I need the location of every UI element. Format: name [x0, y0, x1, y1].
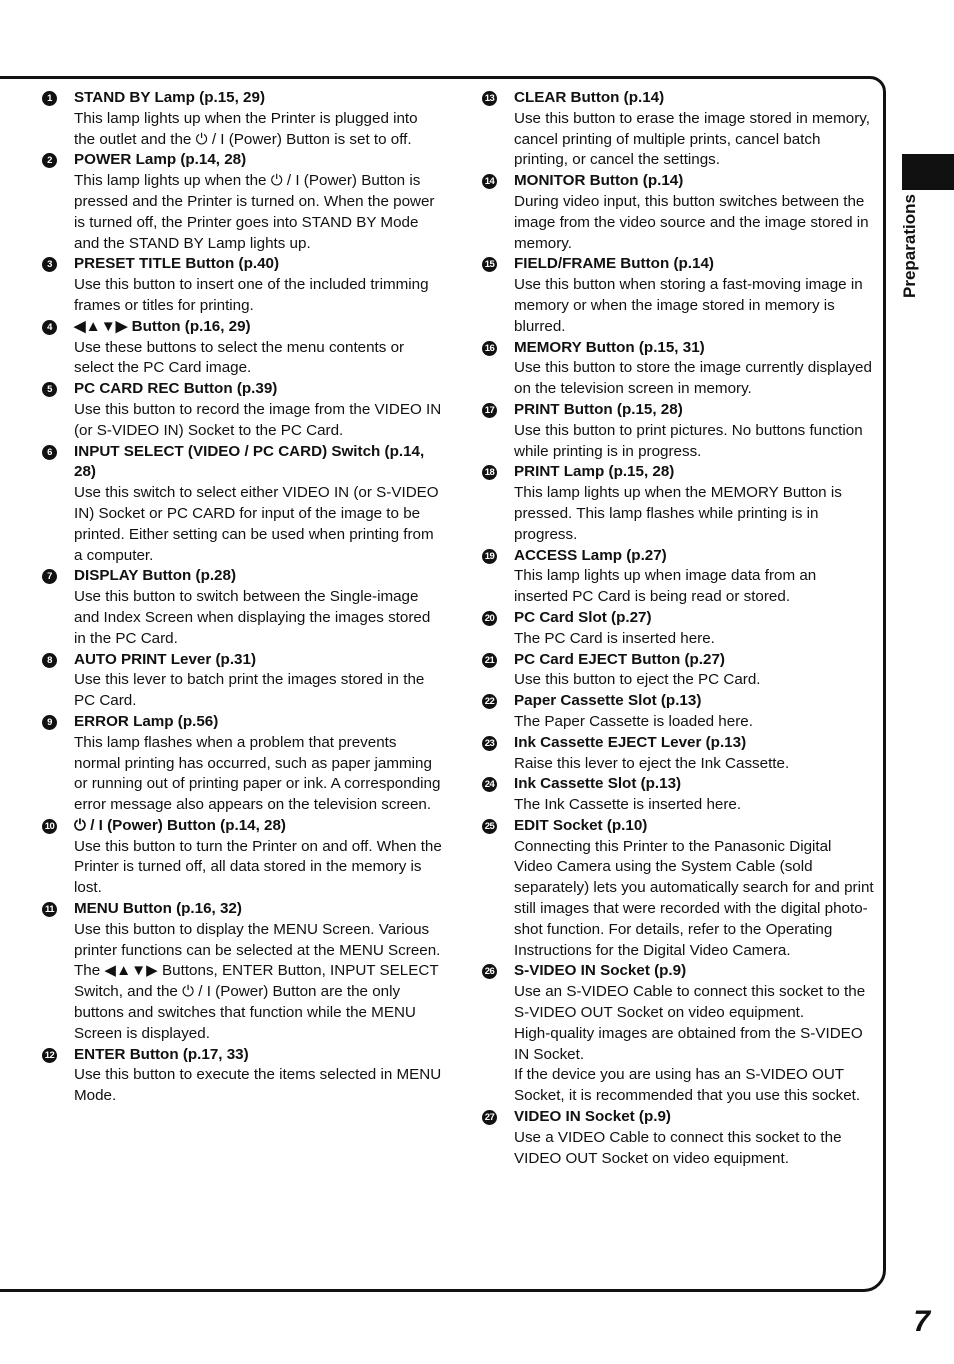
- item-title: PRINT Button (p.15, 28): [514, 400, 683, 418]
- item-description: [74, 338, 442, 380]
- item-description: [514, 837, 874, 962]
- item-description: [74, 837, 442, 899]
- item-number-badge: 15: [482, 257, 497, 272]
- item-text: Use this lever to batch print the images stored in the PC Card.: [74, 671, 425, 710]
- item-title: EDIT Socket (p.10): [514, 816, 648, 834]
- item-text: Use this button to turn the Printer on and off. When the Printer is turned off, all data stored in the memory is lost.: [74, 837, 442, 897]
- list-item: [482, 774, 874, 816]
- item-text: Use this button to execute the items selected in MENU Mode.: [74, 1066, 442, 1105]
- item-number-badge: 19: [482, 549, 497, 564]
- right-column: [482, 88, 874, 1169]
- item-description: [514, 275, 874, 337]
- item-text: This lamp lights up when the Printer is plugged into the outlet and the ⏻ / I (Power) Button is set to off.: [74, 109, 418, 148]
- item-text: This lamp flashes when a problem that prevents normal printing has occurred, such as paper jamming or running out of printing paper or ink. A corresponding error message also appears on the television screen.: [74, 733, 441, 814]
- item-title: PC CARD REC Button (p.39): [74, 380, 278, 398]
- item-number-badge: 23: [482, 736, 497, 751]
- item-number-badge: 20: [482, 611, 497, 626]
- item-text: The PC Card is inserted here.: [514, 629, 715, 647]
- item-title: S-VIDEO IN Socket (p.9): [514, 962, 687, 980]
- item-number-badge: 18: [482, 465, 497, 480]
- item-text: Use these buttons to select the menu contents or select the PC Card image.: [74, 338, 405, 377]
- list-item: [482, 546, 874, 608]
- item-text: This lamp lights up when image data from an inserted PC Card is being read or stored.: [514, 567, 817, 606]
- item-description: [514, 982, 874, 1107]
- item-title: Paper Cassette Slot (p.13): [514, 692, 702, 710]
- item-description: [514, 421, 874, 463]
- list-item: [482, 88, 874, 171]
- item-description: [514, 629, 874, 650]
- list-item: [42, 1045, 442, 1107]
- list-item: [42, 442, 442, 567]
- item-text: Use this button to insert one of the included trimming frames or titles for printing.: [74, 276, 429, 314]
- item-title: AUTO PRINT Lever (p.31): [74, 650, 257, 668]
- item-title: MONITOR Button (p.14): [514, 172, 684, 190]
- item-number-badge: 25: [482, 819, 497, 834]
- item-title: Ink Cassette EJECT Lever (p.13): [514, 733, 747, 751]
- list-item: [482, 462, 874, 545]
- item-title: ENTER Button (p.17, 33): [74, 1045, 249, 1063]
- item-text: Use this button to eject the PC Card.: [514, 671, 761, 689]
- item-description: [514, 1128, 874, 1170]
- item-number-badge: 10: [42, 819, 57, 834]
- list-item: [42, 816, 442, 899]
- list-item: [42, 88, 442, 150]
- item-title: CLEAR Button (p.14): [514, 89, 665, 106]
- item-text: Use this button to record the image from the VIDEO IN (or S-VIDEO IN) Socket to the PC Card.: [74, 400, 442, 439]
- list-item: [42, 650, 442, 712]
- item-text: Use an S-VIDEO Cable to connect this socket to the S-VIDEO OUT Socket on video equipment.: [514, 983, 866, 1022]
- list-item: [42, 379, 442, 441]
- item-text: The Paper Cassette is loaded here.: [514, 712, 753, 730]
- item-number-badge: 6: [42, 445, 57, 460]
- item-title: INPUT SELECT (VIDEO / PC CARD) Switch (p.14, 28): [74, 442, 425, 481]
- list-item: [42, 150, 442, 254]
- item-description: [514, 192, 874, 254]
- list-item: [482, 400, 874, 462]
- list-item: [482, 816, 874, 962]
- item-description: [514, 670, 874, 691]
- item-text: Use this switch to select either VIDEO IN (or S-VIDEO IN) Socket or PC CARD for input of the image to be printed. Either setting can be used when printing from a computer.: [74, 484, 439, 564]
- item-title: DISPLAY Button (p.28): [74, 567, 237, 585]
- list-item: [482, 1107, 874, 1169]
- list-item: [482, 961, 874, 1107]
- item-text: Raise this lever to eject the Ink Cassette.: [514, 754, 790, 772]
- item-text: The Ink Cassette is inserted here.: [514, 796, 742, 814]
- item-title: STAND BY Lamp (p.15, 29): [74, 89, 266, 106]
- item-number-badge: 24: [482, 777, 497, 792]
- item-description: [514, 566, 874, 608]
- item-description: [514, 358, 874, 400]
- item-title: PRINT Lamp (p.15, 28): [514, 463, 675, 481]
- item-title: VIDEO IN Socket (p.9): [514, 1108, 671, 1126]
- item-title: ACCESS Lamp (p.27): [514, 546, 667, 564]
- item-title: FIELD/FRAME Button (p.14): [514, 255, 714, 273]
- list-item: [42, 317, 442, 379]
- item-number-badge: 4: [42, 320, 57, 335]
- list-item: [482, 171, 874, 254]
- item-number-badge: 13: [482, 91, 497, 106]
- item-title: Ink Cassette Slot (p.13): [514, 775, 682, 793]
- item-text: This lamp lights up when the ⏻ / I (Power) Button is pressed and the Printer is turned on. When the power is turned off, the Printer goes into STAND BY Mode and the STAND BY Lamp lights up.: [74, 172, 435, 252]
- item-description: [514, 712, 874, 733]
- item-number-badge: 27: [482, 1110, 497, 1125]
- item-description: [74, 483, 442, 566]
- item-title: PC Card EJECT Button (p.27): [514, 650, 725, 668]
- list-item: [482, 608, 874, 650]
- list-item: [42, 712, 442, 816]
- item-description: [74, 920, 442, 1045]
- item-text: Use this button to erase the image stored in memory, cancel printing of multiple prints, cancel batch printing, or cancel the settings.: [514, 109, 870, 169]
- item-text: Use this button when storing a fast-moving image in memory or when the image stored in memory is blurred.: [514, 276, 863, 335]
- list-item: [482, 650, 874, 692]
- section-tab: [902, 154, 954, 190]
- item-description: [74, 670, 442, 712]
- item-number-badge: 11: [42, 902, 57, 917]
- item-text: Use this button to display the MENU Screen. Various printer functions can be selected at the MENU Screen. The ◀▲▼▶ Buttons, ENTER Button, INPUT SELECT Switch, and the ⏻ / I (Power) Button are the only buttons and switches that function while the MENU Screen is displayed.: [74, 920, 441, 1042]
- list-item: [482, 691, 874, 733]
- item-title: ERROR Lamp (p.56): [74, 712, 219, 730]
- item-description: [74, 400, 442, 442]
- item-text: Use this button to print pictures. No buttons function while printing is in progress.: [514, 421, 863, 460]
- item-number-badge: 22: [482, 694, 497, 709]
- item-description: [74, 1065, 442, 1107]
- item-title: PC Card Slot (p.27): [514, 608, 652, 626]
- item-text: This lamp lights up when the MEMORY Button is pressed. This lamp flashes while printing is in progress.: [514, 484, 842, 543]
- item-title: POWER Lamp (p.14, 28): [74, 151, 247, 169]
- list-item: [482, 254, 874, 337]
- list-item: [42, 899, 442, 1045]
- list-item: [42, 254, 442, 316]
- section-label: Preparations: [900, 194, 919, 298]
- item-number-badge: 9: [42, 715, 57, 730]
- item-number-badge: 3: [42, 257, 57, 272]
- item-text: During video input, this button switches between the image from the video source and the image stored in memory.: [514, 192, 869, 252]
- item-description: [74, 587, 442, 649]
- item-description: [514, 795, 874, 816]
- item-title: PRESET TITLE Button (p.40): [74, 255, 280, 273]
- item-number-badge: 2: [42, 153, 57, 168]
- item-text: Use a VIDEO Cable to connect this socket to the VIDEO OUT Socket on video equipment.: [514, 1128, 842, 1167]
- page-number: 7: [913, 1305, 930, 1338]
- item-text: Connecting this Printer to the Panasonic Digital Video Camera using the System Cable (sold separately) lets you automatically search for and print still images that were recorded with the digital photo-shot function. For details, refer to the Operating Instructions for the Digital Video Camera.: [514, 837, 874, 959]
- item-title: ◀▲▼▶ Button (p.16, 29): [74, 317, 251, 335]
- item-number-badge: 16: [482, 341, 497, 356]
- list-item: [482, 338, 874, 400]
- item-text: Use this button to store the image currently displayed on the television screen in memory.: [514, 359, 872, 398]
- item-number-badge: 17: [482, 403, 497, 418]
- item-number-badge: 14: [482, 174, 497, 189]
- item-text: High-quality images are obtained from the S-VIDEO IN Socket.: [514, 1024, 863, 1063]
- item-description: [74, 171, 442, 254]
- left-column: [42, 88, 442, 1107]
- item-title: ⏻ / I (Power) Button (p.14, 28): [74, 816, 286, 834]
- item-description: [74, 109, 442, 151]
- item-description: [514, 109, 874, 171]
- item-title: MENU Button (p.16, 32): [74, 900, 242, 918]
- item-number-badge: 1: [42, 91, 57, 106]
- item-description: [74, 733, 442, 816]
- item-number-badge: 26: [482, 964, 497, 979]
- list-item: [482, 733, 874, 775]
- item-description: [514, 483, 874, 545]
- item-number-badge: 21: [482, 653, 497, 668]
- item-number-badge: 5: [42, 382, 57, 397]
- item-description: [514, 754, 874, 775]
- item-number-badge: 8: [42, 653, 57, 668]
- item-number-badge: 7: [42, 569, 57, 584]
- item-text: Use this button to switch between the Single-image and Index Screen when displaying the images stored in the PC Card.: [74, 588, 431, 647]
- item-description: [74, 275, 442, 317]
- item-text: If the device you are using has an S-VIDEO OUT Socket, it is recommended that you use this socket.: [514, 1066, 861, 1105]
- item-title: MEMORY Button (p.15, 31): [514, 338, 705, 356]
- list-item: [42, 566, 442, 649]
- item-number-badge: 12: [42, 1048, 57, 1063]
